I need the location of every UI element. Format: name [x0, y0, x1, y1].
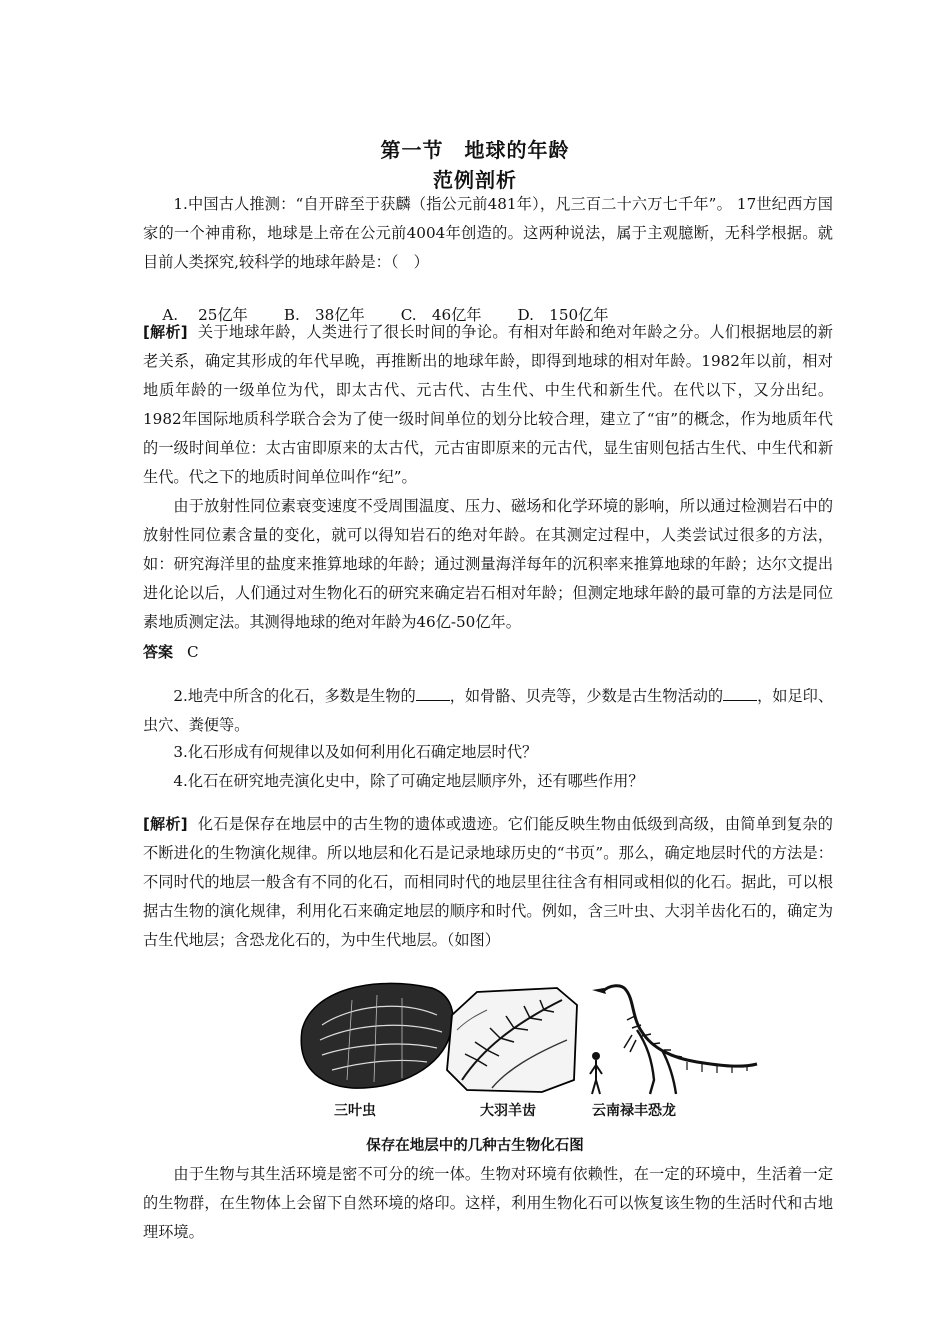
answer-value: C — [187, 643, 199, 661]
analysis-label: [解析] — [143, 323, 188, 341]
answer-blank — [416, 686, 450, 701]
label-fern: 大羽羊齿 — [480, 1103, 536, 1119]
option-c: C. 46亿年 — [400, 306, 482, 324]
trilobite-fossil-image — [301, 983, 453, 1088]
subsection-title: 范例剖析 — [433, 168, 517, 192]
option-a: A. 25亿年 — [162, 306, 248, 324]
question-4: 4.化石在研究地壳演化史中，除了可确定地层顺序外，还有哪些作用？ — [173, 772, 644, 790]
analysis-1-paragraph-2: 由于放射性同位素衰变速度不受周围温度、压力、磁场和化学环境的影响，所以通过检测岩石中的放射性同位素含量的变化，就可以得知岩石的绝对年龄。在其测定过程中，人类尝试过很多的方法，如：研究海洋里的盐度来推算地球的年龄；通过测量海洋每年的沉积率来推算地球的年龄；达尔文提出进化论以后，人们通过对生物化石的研究来确定岩石相对年龄；但测定地球年龄的最可靠的方法是同位素地质测定法。其测得地球的绝对年龄为46亿-50亿年。 — [143, 497, 833, 631]
analysis-label: [解析] — [143, 815, 188, 833]
label-trilobite: 三叶虫 — [334, 1103, 376, 1119]
label-dinosaur: 云南禄丰恐龙 — [592, 1103, 676, 1119]
option-b: B. 38亿年 — [283, 306, 365, 324]
figure-caption: 保存在地层中的几种古生物化石图 — [366, 1138, 584, 1154]
answer-label: 答案 — [143, 643, 174, 661]
analysis-1-paragraph-1 — [143, 318, 833, 492]
question-2: 2.地壳中所含的化石，多数是生物的 ，如骨骼、贝壳等，少数是古生物活动的 ，如足印、虫穴、粪便等。 — [143, 687, 834, 734]
question-1: 1.中国古人推测：“自开辟至于获麟（指公元前481年），凡三百二十六万七千年”。 17世纪西方国家的一个神甫称，地球是上帝在公元前4004年创造的。这两种说法，属于主观臆断，无科学根据。就目前人类探究,较科学的地球年龄是：（ ） — [143, 195, 833, 271]
answer-line — [143, 638, 199, 667]
section-title: 第一节 地球的年龄 — [380, 138, 570, 162]
fossil-illustration — [292, 970, 762, 1100]
analysis-1-text-1: 关于地球年龄，人类进行了很长时间的争论。有相对年龄和绝对年龄之分。人们根据地层的新老关系，确定其形成的年代早晚，再推断出的地球年龄，即得到地球的相对年龄。1982年以前，相对地质年龄的一级单位为代，即太古代、元古代、古生代、中生代和新生代。在代以下，又分出纪。1982年国际地质科学联合会为了使一级时间单位的划分比较合理，建立了“宙”的概念，作为地质年代的一级时间单位：太古宙即原来的太古代，元古宙即原来的元古代，显生宙则包括古生代、中生代和新生代。代之下的地质时间单位叫作“纪”。 — [143, 323, 833, 486]
answer-blank — [723, 686, 757, 701]
analysis-2-text: 化石是保存在地层中的古生物的遗体或遗迹。它们能反映生物由低级到高级，由简单到复杂的不断进化的生物演化规律。所以地层和化石是记录地球历史的“书页”。那么，确定地层时代的方法是：不同时代的地层一般含有不同的化石，而相同时代的地层里往往含有相同或相似的化石。据此，可以根据古生物的演化规律，利用化石来确定地层的顺序和时代。例如，含三叶虫、大羽羊齿化石的，确定为古生代地层；含恐龙化石的，为中生代地层。（如图） — [143, 815, 833, 949]
closing-paragraph: 由于生物与其生活环境是密不可分的统一体。生物对环境有依赖性，在一定的环境中，生活着一定的生物群，在生物体上会留下自然环境的烙印。这样，利用生物化石可以恢复该生物的生活时代和古地理环境。 — [143, 1165, 833, 1241]
analysis-2-paragraph — [143, 810, 833, 955]
option-d: D. 150亿年 — [517, 306, 609, 324]
dinosaur-skeleton-image — [590, 986, 757, 1094]
fern-fossil-image — [447, 988, 577, 1092]
question-3: 3.化石形成有何规律以及如何利用化石确定地层时代？ — [173, 743, 538, 761]
